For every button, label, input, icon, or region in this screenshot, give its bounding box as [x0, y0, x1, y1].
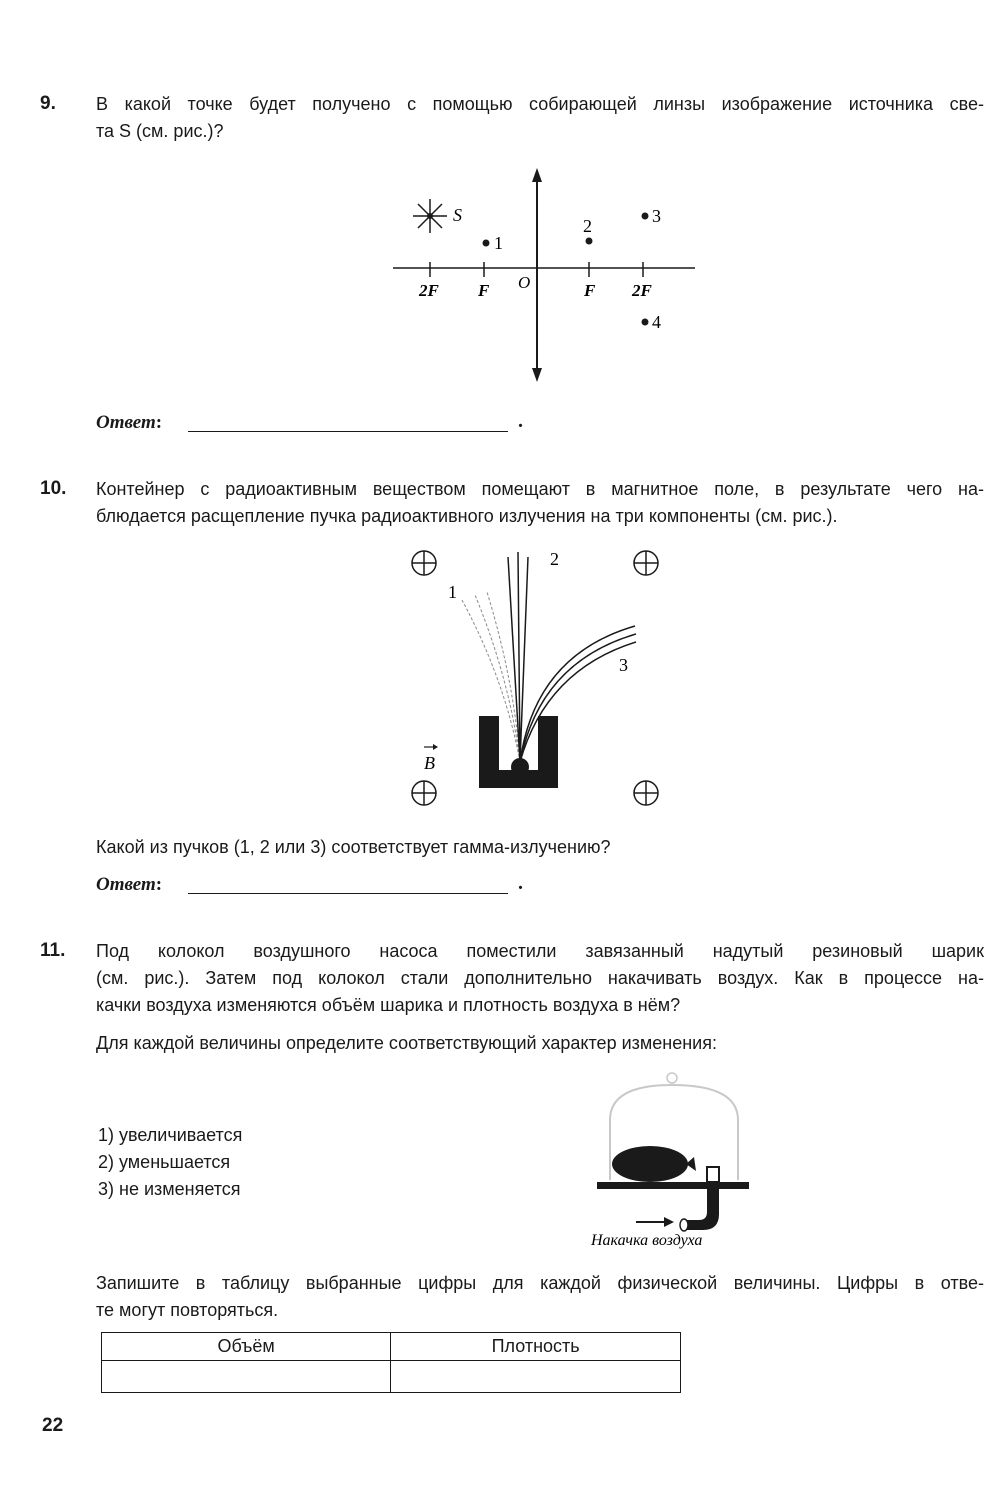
question-11-instruction: Для каждой величины определите соответствующий характер изменения:: [96, 1033, 717, 1053]
label-field-b: B: [424, 753, 435, 773]
label-beam-3: 3: [619, 655, 628, 675]
answer-cell-volume[interactable]: [102, 1361, 391, 1393]
option-1: 1) увеличивается: [98, 1125, 243, 1145]
answer-cell-density[interactable]: [391, 1361, 681, 1393]
table-instruction-line1: Запишите в таблицу выбранные цифры для каждой физической величины. Цифры в отве-: [96, 1273, 984, 1293]
option-3: 3) не изменяется: [98, 1179, 241, 1199]
label-beam-1: 1: [448, 582, 457, 602]
label-f-right: F: [584, 281, 596, 300]
question-11-text-line1: Под колокол воздушного насоса поместили завязанный надутый резиновый шарик: [96, 941, 984, 961]
label-point-1: 1: [494, 233, 503, 253]
answer-table: [101, 1332, 681, 1393]
balloon: [612, 1146, 688, 1182]
label-2f-right: 2F: [632, 281, 652, 300]
label-2f-left: 2F: [419, 281, 439, 300]
bell-jar-knob: [667, 1073, 677, 1083]
question-9-text-line1: В какой точке будет получено с помощью собирающей линзы изображение источника све-: [96, 94, 984, 114]
pump-tube: [686, 1189, 719, 1230]
answer-label-q10: Ответ:: [96, 874, 163, 895]
option-2: 2) уменьшается: [98, 1152, 231, 1172]
page-number: 22: [42, 1415, 64, 1436]
pump-plate: [597, 1182, 749, 1189]
question-11-text-line2: (см. рис.). Затем под колокол стали дополнительно накачивать воздух. Как в процессе на-: [96, 968, 984, 988]
header-density: Плотность: [391, 1333, 681, 1361]
question-10-prompt: Какой из пучков (1, 2 или 3) соответствует гамма-излучению?: [96, 837, 611, 857]
question-11-text-line3: качки воздуха изменяются объём шарика и плотность воздуха в нём?: [96, 995, 681, 1015]
label-origin: O: [518, 273, 531, 292]
label-point-4: 4: [652, 312, 661, 332]
pump-tube-top: [707, 1167, 719, 1182]
question-10-number: 10.: [40, 478, 67, 499]
label-point-2: 2: [583, 216, 592, 236]
question-9-text-line2: та S (см. рис.)?: [96, 121, 224, 141]
label-source: S: [453, 205, 462, 225]
answer-label-q9: Ответ:: [96, 412, 163, 433]
label-point-3: 3: [652, 206, 661, 226]
answer-dot-q9: .: [518, 410, 523, 432]
question-11-number: 11.: [40, 940, 66, 961]
question-9-number: 9.: [40, 93, 56, 114]
caption-air-pumping: Накачка воздуха: [591, 1232, 703, 1249]
table-instruction-line2: те могут повторяться.: [96, 1300, 279, 1320]
answer-dot-q10: .: [518, 872, 523, 894]
question-10-text-line1: Контейнер с радиоактивным веществом помещают в магнитное поле, в результате чего на-: [96, 479, 984, 499]
header-volume: Объём: [102, 1333, 391, 1361]
label-f-left: F: [478, 281, 490, 300]
label-beam-2: 2: [550, 549, 559, 569]
question-10-text-line2: блюдается расщепление пучка радиоактивного излучения на три компоненты (см. рис.).: [96, 506, 838, 526]
